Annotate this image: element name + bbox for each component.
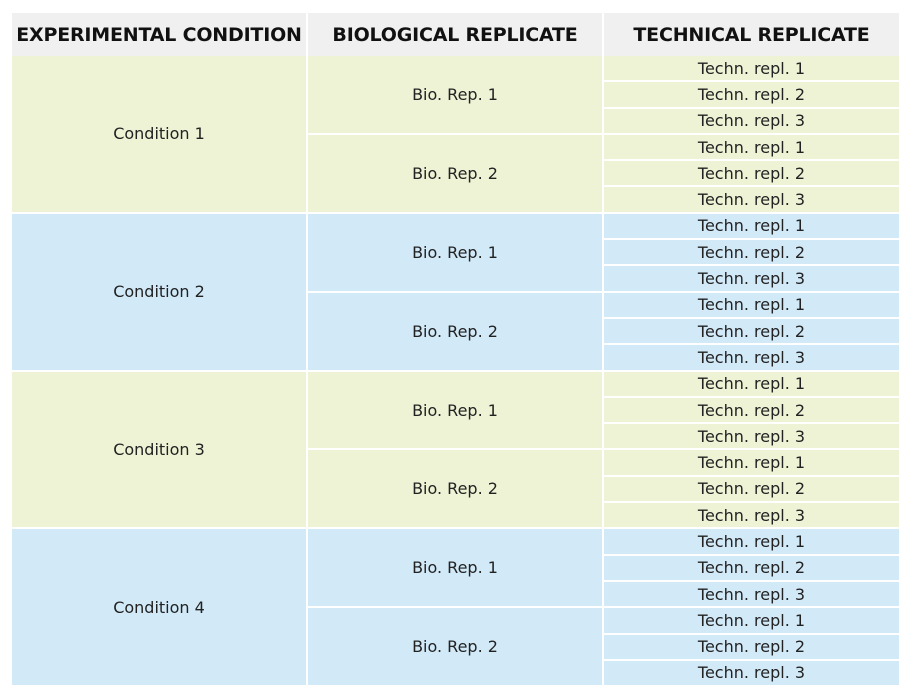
tech-replicate-cell: Techn. repl. 2	[604, 398, 899, 424]
bio-replicate-cell: Bio. Rep. 2	[308, 450, 604, 529]
bio-replicate-cell: Bio. Rep. 1	[308, 372, 604, 451]
table-row	[12, 214, 899, 240]
tech-replicate-cell: Techn. repl. 2	[604, 556, 899, 582]
bio-replicate-cell: Bio. Rep. 1	[308, 214, 604, 293]
tech-replicate-cell: Techn. repl. 1	[604, 214, 899, 240]
condition-cell: Condition 3	[12, 372, 308, 530]
tech-replicate-cell: Techn. repl. 3	[604, 582, 899, 608]
tech-replicate-cell: Techn. repl. 1	[604, 135, 899, 161]
tech-replicate-cell: Techn. repl. 2	[604, 82, 899, 108]
bio-replicate-cell: Bio. Rep. 1	[308, 56, 604, 135]
header-row	[12, 13, 899, 56]
tech-replicate-cell: Techn. repl. 2	[604, 635, 899, 661]
tech-replicate-cell: Techn. repl. 1	[604, 450, 899, 476]
table-row	[12, 56, 899, 82]
bio-replicate-cell: Bio. Rep. 1	[308, 529, 604, 608]
table-row	[12, 529, 899, 555]
replicate-table	[12, 13, 899, 687]
tech-replicate-cell: Techn. repl. 1	[604, 529, 899, 555]
tech-replicate-cell: Techn. repl. 3	[604, 109, 899, 135]
tech-replicate-cell: Techn. repl. 3	[604, 661, 899, 687]
bio-replicate-cell: Bio. Rep. 2	[308, 293, 604, 372]
tech-replicate-cell: Techn. repl. 3	[604, 266, 899, 292]
tech-replicate-cell: Techn. repl. 1	[604, 56, 899, 82]
tech-replicate-cell: Techn. repl. 3	[604, 503, 899, 529]
tech-replicate-cell: Techn. repl. 1	[604, 293, 899, 319]
bio-replicate-cell: Bio. Rep. 2	[308, 608, 604, 687]
condition-cell: Condition 2	[12, 214, 308, 372]
header-biological-replicate: BIOLOGICAL REPLICATE	[308, 13, 604, 56]
tech-replicate-cell: Techn. repl. 2	[604, 477, 899, 503]
tech-replicate-cell: Techn. repl. 1	[604, 608, 899, 634]
bio-replicate-cell: Bio. Rep. 2	[308, 135, 604, 214]
table-body	[12, 56, 899, 687]
tech-replicate-cell: Techn. repl. 3	[604, 187, 899, 213]
tech-replicate-cell: Techn. repl. 3	[604, 424, 899, 450]
tech-replicate-cell: Techn. repl. 2	[604, 240, 899, 266]
tech-replicate-cell: Techn. repl. 2	[604, 319, 899, 345]
header-experimental-condition: EXPERIMENTAL CONDITION	[12, 13, 308, 56]
header-technical-replicate: TECHNICAL REPLICATE	[604, 13, 899, 56]
table-row	[12, 372, 899, 398]
condition-cell: Condition 4	[12, 529, 308, 687]
tech-replicate-cell: Techn. repl. 3	[604, 345, 899, 371]
tech-replicate-cell: Techn. repl. 1	[604, 372, 899, 398]
condition-cell: Condition 1	[12, 56, 308, 214]
tech-replicate-cell: Techn. repl. 2	[604, 161, 899, 187]
